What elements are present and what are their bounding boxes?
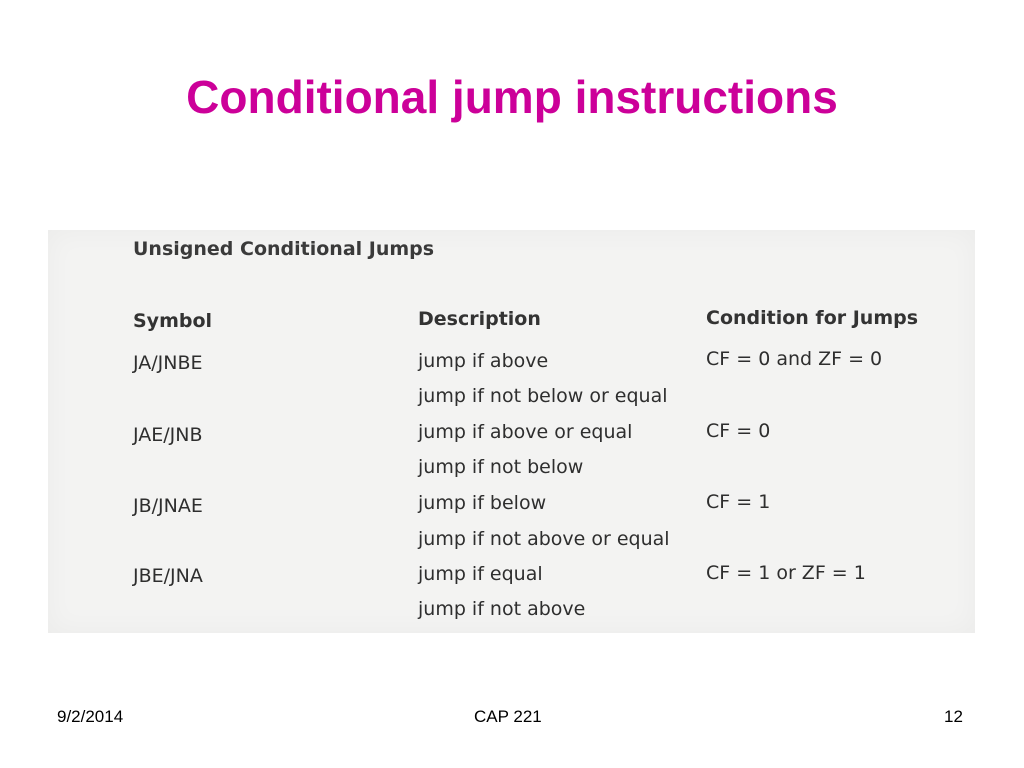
footer-course: CAP 221 [474,707,542,726]
table-row-symbol: JBE/JNA [133,565,203,587]
column-header-condition: Condition for Jumps [706,307,919,329]
table-row-condition: CF = 1 [706,491,771,513]
table-row-description: jump if not below or equal [418,385,668,407]
table-row-description: jump if not above or equal [418,528,670,550]
footer-page-number: 12 [944,707,963,726]
table-row-symbol: JAE/JNB [133,424,203,446]
slide-title: Conditional jump instructions [186,71,838,123]
table-row-description: jump if above or equal [418,421,633,443]
column-header-symbol: Symbol [133,310,213,332]
table-row-description: jump if below [418,492,547,514]
scanned-table-image [48,230,975,633]
column-header-description: Description [418,308,541,330]
table-row-symbol: JA/JNBE [133,352,203,374]
table-row-description: jump if not above [418,598,586,620]
table-row-condition: CF = 0 [706,420,771,442]
table-heading: Unsigned Conditional Jumps [133,238,435,260]
table-row-condition: CF = 0 and ZF = 0 [706,348,883,370]
footer-date: 9/2/2014 [57,707,124,726]
table-row-symbol: JB/JNAE [133,495,203,517]
table-row-condition: CF = 1 or ZF = 1 [706,562,866,584]
table-row-description: jump if above [418,350,549,372]
table-row-description: jump if equal [418,563,543,585]
table-row-description: jump if not below [418,456,584,478]
